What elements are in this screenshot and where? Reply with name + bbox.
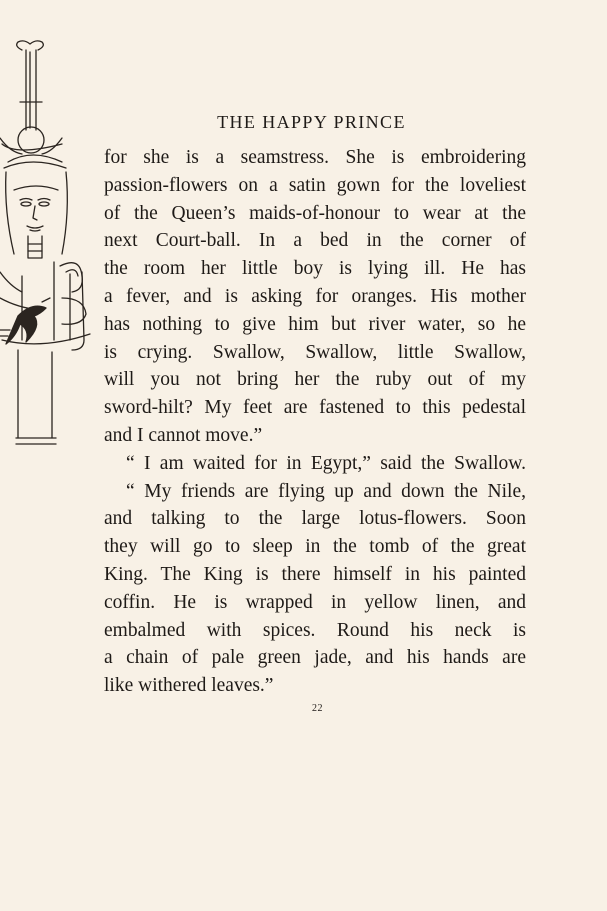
text-line: King. The King is there himself in his painted xyxy=(104,563,526,585)
text-line: of the Queen’s maids-of-honour to wear at the xyxy=(104,202,526,224)
running-head: THE HAPPY PRINCE xyxy=(217,112,406,132)
text-line: has nothing to give him but river water, so he xyxy=(104,313,526,335)
body-text xyxy=(104,144,526,700)
page-number: 22 xyxy=(312,703,323,714)
egyptian-figure-illustration xyxy=(0,40,110,450)
text-line: a chain of pale green jade, and his hands are xyxy=(104,647,526,669)
text-line: “ I am waited for in Egypt,” said the Swallow. xyxy=(126,452,526,474)
text-line: sword-hilt? My feet are fastened to this pedestal xyxy=(104,397,526,419)
text-line: for she is a seamstress. She is embroidering xyxy=(104,147,526,168)
paragraph xyxy=(104,144,526,450)
paragraph xyxy=(104,450,526,700)
text-line: they will go to sleep in the tomb of the great xyxy=(104,536,526,558)
text-line: and I cannot move.” xyxy=(104,424,263,446)
text-line: the room her little boy is lying ill. He has xyxy=(104,258,526,280)
text-line: is crying. Swallow, Swallow, little Swallow, xyxy=(104,341,526,363)
text-line: and talking to the large lotus-flowers. Soon xyxy=(104,508,526,530)
text-line: “ My friends are flying up and down the Nile, xyxy=(126,480,526,502)
text-line: like withered leaves.” xyxy=(104,675,274,697)
text-line: coffin. He is wrapped in yellow linen, and xyxy=(104,591,526,613)
text-line: a fever, and is asking for oranges. His mother xyxy=(104,285,526,307)
text-line: next Court-ball. In a bed in the corner of xyxy=(104,230,526,252)
text-line: embalmed with spices. Round his neck is xyxy=(104,619,526,641)
text-line: will you not bring her the ruby out of my xyxy=(104,369,526,391)
text-line: passion-flowers on a satin gown for the loveliest xyxy=(104,174,526,196)
